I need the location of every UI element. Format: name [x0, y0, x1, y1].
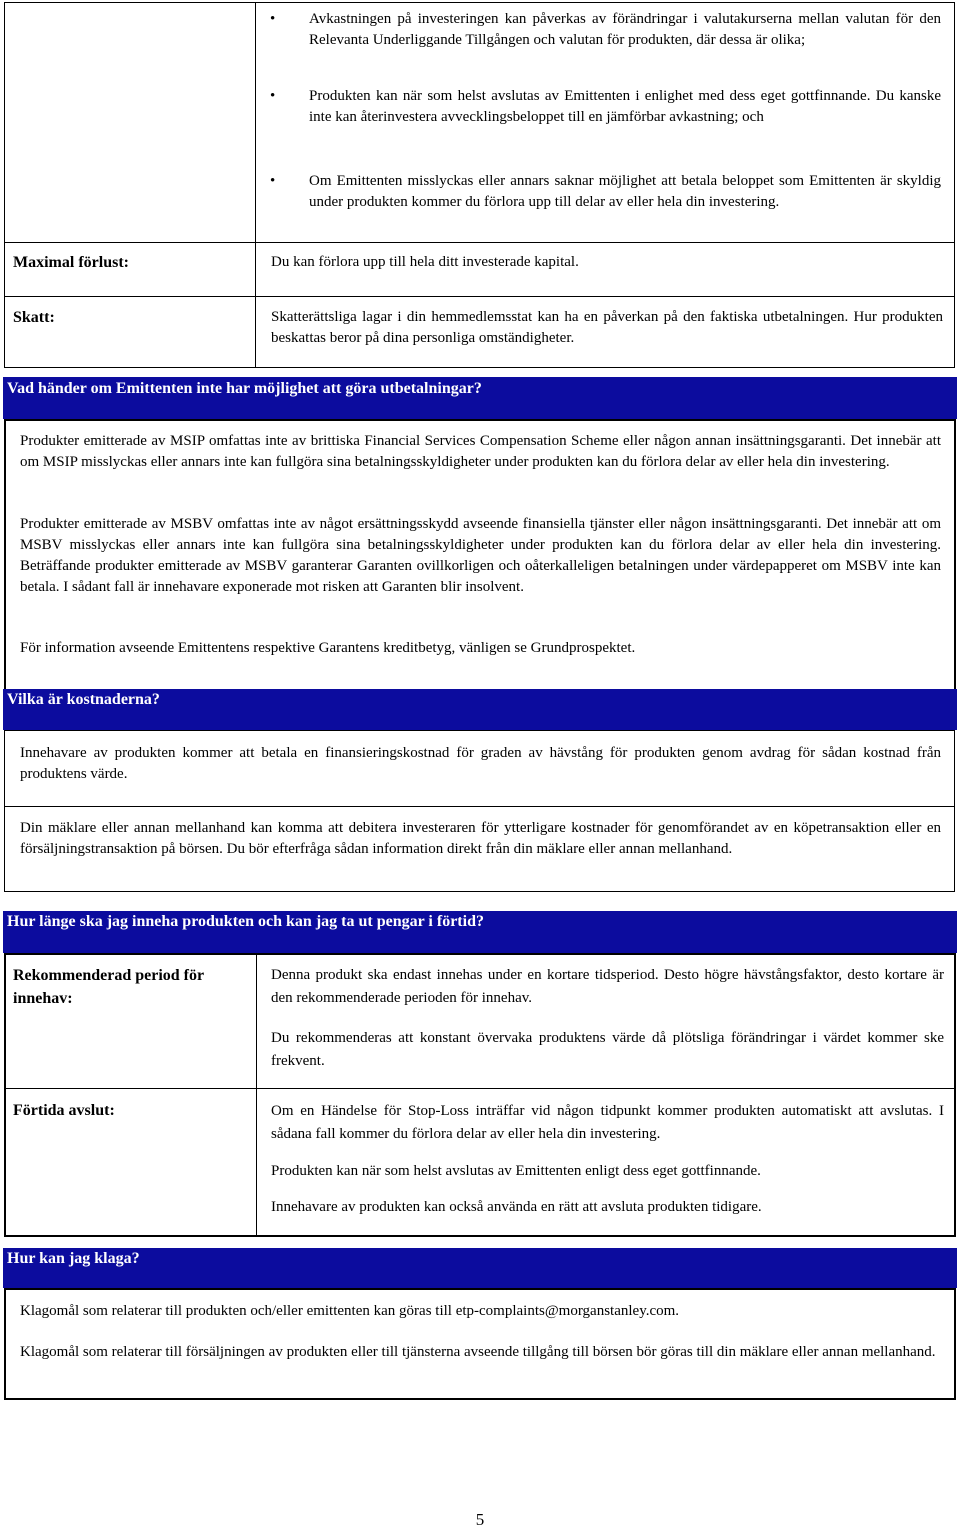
- costs-paragraph-financing: Innehavare av produkten kommer att betala en finansieringskostnad för graden av hävstång för produkten genom avdrag för sådan kostnad från produktens värde.: [20, 745, 941, 782]
- risk-table-row-line: [4, 296, 955, 297]
- default-paragraph-msbv: Produkter emitterade av MSBV omfattas inte av något ersättningsskydd avseende finansiella tjänster eller någon insättningsgaranti. Det innebär att om MSBV misslyckas eller annars inte kan fullgöra sina betalningsskyldigheter under produkten kan du förlora delar av eller hela din investering. Beträffande produkter emitterade av MSBV garanterar Garanten ovillkorligen och oåterkalleligen betalningen under värdepapperet om MSBV inte kan betala. I sådant fall är innehavare exponerade mot risken att Garanten blir insolvent.: [20, 516, 941, 595]
- period-text-monitor: Du rekommenderas att konstant övervaka produktens värde då plötsliga förändringar i värdet kommer ske frekvent.: [271, 1030, 944, 1069]
- complaints-paragraph-sales: Klagomål som relaterar till försäljningen av produkten eller till tjänsterna avseende tillgång till börsen bör göras till din mäklare eller annan mellanhand.: [20, 1344, 936, 1360]
- risk-bullet-currency: Avkastningen på investeringen kan påverkas av förändringar i valutakurserna mellan valutan för den Relevanta Underliggande Tillgången och valutan för produkten, där dessa är olika;: [309, 11, 941, 48]
- bullet-marker: •: [270, 11, 276, 27]
- default-paragraph-credit-rating: För information avseende Emittentens respektive Garantens kreditbetyg, vänligen se Grundprospektet.: [20, 640, 636, 656]
- period-text-short-term: Denna produkt ska endast innehas under en kortare tidsperiod. Desto högre hävstångsfaktor, desto kortare är den rekommenderade perioden för innehav.: [271, 967, 944, 1006]
- default-paragraph-msip: Produkter emitterade av MSIP omfattas inte av brittiska Financial Services Compensation Scheme eller någon annan insättningsgaranti. Det innebär att om MSIP misslyckas eller annars inte kan fullgöra sina betalningsskyldigheter under produkten kan du förlora delar av eller hela din investering.: [20, 433, 941, 470]
- holding-table-divider: [256, 953, 257, 1237]
- section-heading-holding: Hur länge ska jag inneha produkten och kan jag ta ut pengar i förtid?: [3, 911, 957, 953]
- complaints-paragraph-product: Klagomål som relaterar till produkten och/eller emittenten kan göras till etp-complaints@morganstanley.com.: [20, 1303, 680, 1319]
- costs-paragraph-broker: Din mäklare eller annan mellanhand kan komma att debitera investeraren för ytterligare kostnader för genomförandet av en köpetransaktion eller en försäljningstransaktion på börsen. Du bör efterfråga sådan information direkt från din mäklare eller annan mellanhand.: [20, 820, 941, 857]
- period-label: Rekommenderad period för innehav:: [13, 967, 204, 1007]
- tax-text: Skatterättsliga lagar i din hemmedlemsstat kan ha en påverkan på den faktiska utbetalningen. Hur produkten beskattas beror på dina personliga omständigheter.: [271, 309, 943, 346]
- early-termination-label: Förtida avslut:: [13, 1102, 115, 1119]
- holding-table-row-line: [4, 1088, 956, 1089]
- max-loss-text: Du kan förlora upp till hela ditt investerade kapital.: [271, 254, 579, 270]
- early-text-issuer: Produkten kan när som helst avslutas av Emittenten enligt dess eget gottfinnande.: [271, 1163, 761, 1179]
- early-text-stop-loss: Om en Händelse för Stop-Loss inträffar vid någon tidpunkt kommer produkten automatiskt att avslutas. I sådana fall kommer du förlora delar av eller hela din investering.: [271, 1103, 944, 1142]
- bullet-marker: •: [270, 88, 276, 104]
- section-heading-complaints: Hur kan jag klaga?: [3, 1248, 957, 1288]
- max-loss-label: Maximal förlust:: [13, 254, 129, 271]
- bullet-marker: •: [270, 173, 276, 189]
- risk-bullet-early-termination: Produkten kan när som helst avslutas av Emittenten i enlighet med dess eget gottfinnande. Du kanske inte kan återinvestera avvecklingsbeloppet till en jämförbar avkastning; och: [309, 88, 941, 125]
- risk-table-row-line: [4, 242, 955, 243]
- section-heading-default: Vad händer om Emittenten inte har möjlighet att göra utbetalningar?: [3, 377, 957, 419]
- early-text-holder: Innehavare av produkten kan också använda en rätt att avsluta produkten tidigare.: [271, 1199, 762, 1215]
- section-heading-costs: Vilka är kostnaderna?: [3, 689, 957, 730]
- risk-table-divider: [255, 2, 256, 368]
- tax-label: Skatt:: [13, 309, 55, 326]
- risk-bullet-issuer-default: Om Emittenten misslyckas eller annars saknar möjlighet att betala beloppet som Emittenten är skyldig under produkten kommer du förlora upp till delar av eller hela din investering.: [309, 173, 941, 210]
- page-number: 5: [475, 1510, 485, 1529]
